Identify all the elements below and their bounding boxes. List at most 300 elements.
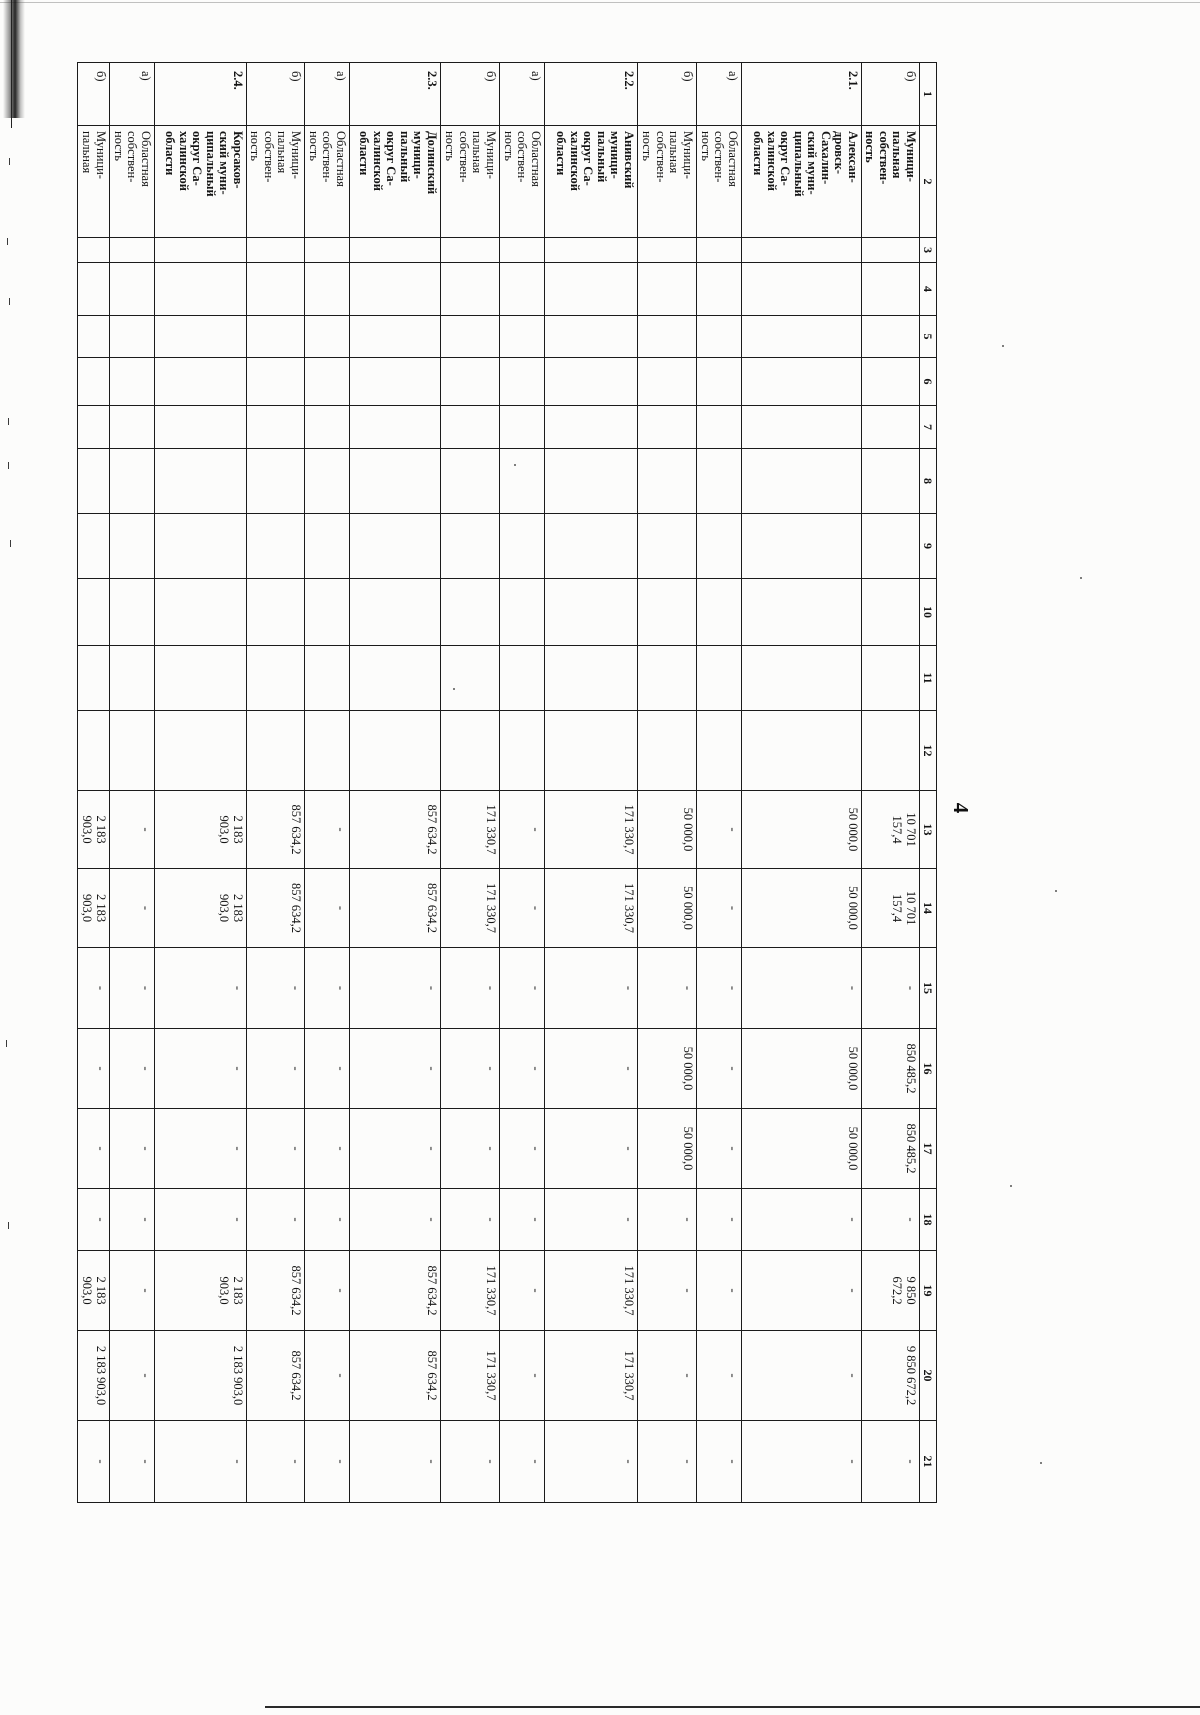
value-cell-col-20: 171 330,7: [441, 1331, 500, 1421]
empty-cell-col-10: [441, 579, 500, 646]
value-cell-col-18: -: [697, 1189, 742, 1251]
empty-cell-col-10: [305, 579, 350, 646]
empty-cell-col-5: [441, 316, 500, 358]
empty-cell-col-11: [697, 646, 742, 711]
empty-cell-col-9: [862, 514, 920, 579]
column-number-17: 17: [920, 1109, 937, 1189]
row-item-name: Муници- пальная собствен- ность: [638, 126, 697, 238]
empty-cell-col-12: [742, 711, 862, 791]
value-cell-col-16: -: [78, 1029, 110, 1109]
empty-cell-col-4: [78, 263, 110, 316]
scan-tick-artifact: [6, 1040, 7, 1047]
value-cell-col-18: -: [155, 1189, 247, 1251]
empty-cell-col-10: [697, 579, 742, 646]
empty-cell-col-12: [155, 711, 247, 791]
scan-edge-artifact: [3, 0, 25, 118]
row-item-number: б): [78, 63, 110, 126]
table-row: [862, 63, 920, 1503]
value-cell-col-18: -: [247, 1189, 305, 1251]
value-cell-col-21: -: [350, 1421, 441, 1503]
row-item-name: Областная собствен- ность: [697, 126, 742, 238]
value-cell-col-14: 171 330,7: [441, 869, 500, 948]
empty-cell-col-3: [441, 238, 500, 263]
empty-cell-col-7: [862, 406, 920, 449]
value-cell-col-17: -: [110, 1109, 155, 1189]
empty-cell-col-9: [350, 514, 441, 579]
scan-speck: [1055, 890, 1057, 892]
value-cell-col-17: 850 485,2: [862, 1109, 920, 1189]
value-cell-col-16: 50 000,0: [638, 1029, 697, 1109]
row-item-name: Муници- пальная собствен- ность: [247, 126, 305, 238]
empty-cell-col-5: [545, 316, 638, 358]
value-cell-col-19: 857 634,2: [350, 1251, 441, 1331]
empty-cell-col-12: [78, 711, 110, 791]
value-cell-col-13: 171 330,7: [545, 791, 638, 869]
scan-speck: [1002, 345, 1004, 347]
empty-cell-col-4: [441, 263, 500, 316]
empty-cell-col-5: [110, 316, 155, 358]
value-cell-col-20: -: [742, 1331, 862, 1421]
empty-cell-col-4: [862, 263, 920, 316]
empty-cell-col-8: [697, 449, 742, 514]
scan-tick-artifact: [8, 418, 9, 425]
value-cell-col-13: 857 634,2: [350, 791, 441, 869]
empty-cell-col-9: [545, 514, 638, 579]
value-cell-col-18: -: [500, 1189, 545, 1251]
column-number-15: 15: [920, 948, 937, 1029]
empty-cell-col-8: [862, 449, 920, 514]
value-cell-col-14: -: [697, 869, 742, 948]
empty-cell-col-8: [350, 449, 441, 514]
value-cell-col-16: -: [350, 1029, 441, 1109]
empty-cell-col-12: [638, 711, 697, 791]
value-cell-col-16: 850 485,2: [862, 1029, 920, 1109]
value-cell-col-13: 171 330,7: [441, 791, 500, 869]
row-item-name: Анивский муници- пальный округ Са- халинской области: [545, 126, 638, 238]
column-number-16: 16: [920, 1029, 937, 1109]
empty-cell-col-7: [545, 406, 638, 449]
value-cell-col-14: 10 701 157,4: [862, 869, 920, 948]
table-body: [78, 63, 937, 1503]
value-cell-col-19: -: [500, 1251, 545, 1331]
empty-cell-col-10: [155, 579, 247, 646]
column-number-13: 13: [920, 791, 937, 869]
column-number-1: 1: [920, 63, 937, 126]
column-number-3: 3: [920, 238, 937, 263]
column-number-19: 19: [920, 1251, 937, 1331]
table-row: [350, 63, 441, 1503]
row-item-name: Областная собствен- ность: [110, 126, 155, 238]
empty-cell-col-5: [500, 316, 545, 358]
value-cell-col-21: -: [545, 1421, 638, 1503]
row-item-number: б): [638, 63, 697, 126]
value-cell-col-15: -: [500, 948, 545, 1029]
empty-cell-col-12: [545, 711, 638, 791]
value-cell-col-20: -: [697, 1331, 742, 1421]
row-item-number: 2.3.: [350, 63, 441, 126]
value-cell-col-16: 50 000,0: [742, 1029, 862, 1109]
row-item-name: Муници- пальная: [78, 126, 110, 238]
empty-cell-col-12: [247, 711, 305, 791]
empty-cell-col-7: [247, 406, 305, 449]
page-number: 4: [949, 802, 973, 814]
row-item-number: б): [247, 63, 305, 126]
empty-cell-col-11: [247, 646, 305, 711]
row-item-name: Корсаков- ский муни- ципальный округ Са- халинской области: [155, 126, 247, 238]
empty-cell-col-11: [638, 646, 697, 711]
value-cell-col-14: -: [500, 869, 545, 948]
empty-cell-col-6: [350, 358, 441, 406]
empty-cell-col-8: [638, 449, 697, 514]
value-cell-col-20: -: [500, 1331, 545, 1421]
empty-cell-col-6: [638, 358, 697, 406]
row-item-number: 2.1.: [742, 63, 862, 126]
empty-cell-col-6: [862, 358, 920, 406]
empty-cell-col-6: [500, 358, 545, 406]
empty-cell-col-3: [305, 238, 350, 263]
empty-cell-col-8: [247, 449, 305, 514]
scan-edge-line: [11, 0, 12, 128]
empty-cell-col-4: [350, 263, 441, 316]
value-cell-col-17: -: [500, 1109, 545, 1189]
value-cell-col-18: -: [350, 1189, 441, 1251]
empty-cell-col-11: [350, 646, 441, 711]
value-cell-col-19: 2 183 903,0: [78, 1251, 110, 1331]
empty-cell-col-11: [742, 646, 862, 711]
value-cell-col-19: 171 330,7: [441, 1251, 500, 1331]
empty-cell-col-6: [247, 358, 305, 406]
empty-cell-col-3: [247, 238, 305, 263]
empty-cell-col-7: [638, 406, 697, 449]
empty-cell-col-10: [742, 579, 862, 646]
empty-cell-col-8: [305, 449, 350, 514]
value-cell-col-19: -: [742, 1251, 862, 1331]
empty-cell-col-3: [110, 238, 155, 263]
empty-cell-col-3: [862, 238, 920, 263]
scan-speck: [1080, 577, 1082, 579]
empty-cell-col-11: [110, 646, 155, 711]
value-cell-col-14: 857 634,2: [350, 869, 441, 948]
empty-cell-col-3: [697, 238, 742, 263]
value-cell-col-13: 50 000,0: [638, 791, 697, 869]
value-cell-col-17: -: [441, 1109, 500, 1189]
empty-cell-col-9: [742, 514, 862, 579]
value-cell-col-13: 2 183 903,0: [78, 791, 110, 869]
scan-tick-artifact: [8, 1222, 9, 1229]
empty-cell-col-11: [441, 646, 500, 711]
column-number-6: 6: [920, 358, 937, 406]
column-number-18: 18: [920, 1189, 937, 1251]
scan-tick-artifact: [10, 540, 11, 547]
empty-cell-col-8: [110, 449, 155, 514]
value-cell-col-15: -: [350, 948, 441, 1029]
empty-cell-col-11: [545, 646, 638, 711]
empty-cell-col-9: [110, 514, 155, 579]
empty-cell-col-4: [545, 263, 638, 316]
column-number-21: 21: [920, 1421, 937, 1503]
value-cell-col-21: -: [500, 1421, 545, 1503]
value-cell-col-13: -: [500, 791, 545, 869]
empty-cell-col-5: [247, 316, 305, 358]
empty-cell-col-10: [78, 579, 110, 646]
value-cell-col-15: -: [78, 948, 110, 1029]
row-item-name: Алексан- дровск- Сахалин- ский муни- ципальный округ Са- халинской области: [742, 126, 862, 238]
empty-cell-col-5: [638, 316, 697, 358]
column-number-9: 9: [920, 514, 937, 579]
empty-cell-col-9: [78, 514, 110, 579]
empty-cell-col-9: [638, 514, 697, 579]
table-row: [638, 63, 697, 1503]
empty-cell-col-8: [500, 449, 545, 514]
value-cell-col-18: -: [862, 1189, 920, 1251]
value-cell-col-13: 50 000,0: [742, 791, 862, 869]
empty-cell-col-8: [441, 449, 500, 514]
value-cell-col-13: -: [110, 791, 155, 869]
value-cell-col-14: 2 183 903,0: [78, 869, 110, 948]
value-cell-col-15: -: [638, 948, 697, 1029]
value-cell-col-17: 50 000,0: [638, 1109, 697, 1189]
table-row: [110, 63, 155, 1503]
empty-cell-col-4: [155, 263, 247, 316]
row-item-number: 2.4.: [155, 63, 247, 126]
value-cell-col-14: 171 330,7: [545, 869, 638, 948]
table-row: [441, 63, 500, 1503]
empty-cell-col-11: [78, 646, 110, 711]
table-row: [500, 63, 545, 1503]
row-item-number: а): [500, 63, 545, 126]
empty-cell-col-4: [500, 263, 545, 316]
empty-cell-col-12: [697, 711, 742, 791]
value-cell-col-21: -: [697, 1421, 742, 1503]
value-cell-col-16: -: [247, 1029, 305, 1109]
value-cell-col-21: -: [78, 1421, 110, 1503]
empty-cell-col-3: [500, 238, 545, 263]
value-cell-col-20: 857 634,2: [350, 1331, 441, 1421]
value-cell-col-17: -: [697, 1109, 742, 1189]
empty-cell-col-3: [638, 238, 697, 263]
empty-cell-col-5: [305, 316, 350, 358]
value-cell-col-14: 50 000,0: [742, 869, 862, 948]
value-cell-col-17: -: [247, 1109, 305, 1189]
empty-cell-col-7: [742, 406, 862, 449]
value-cell-col-19: 171 330,7: [545, 1251, 638, 1331]
empty-cell-col-6: [545, 358, 638, 406]
value-cell-col-13: 2 183 903,0: [155, 791, 247, 869]
value-cell-col-19: -: [110, 1251, 155, 1331]
scan-tick-artifact: [7, 238, 8, 245]
empty-cell-col-6: [697, 358, 742, 406]
value-cell-col-17: -: [545, 1109, 638, 1189]
value-cell-col-16: -: [441, 1029, 500, 1109]
empty-cell-col-4: [697, 263, 742, 316]
empty-cell-col-9: [305, 514, 350, 579]
value-cell-col-19: -: [697, 1251, 742, 1331]
empty-cell-col-5: [742, 316, 862, 358]
value-cell-col-19: 9 850 672,2: [862, 1251, 920, 1331]
empty-cell-col-7: [500, 406, 545, 449]
value-cell-col-15: -: [697, 948, 742, 1029]
empty-cell-col-9: [697, 514, 742, 579]
value-cell-col-20: -: [110, 1331, 155, 1421]
empty-cell-col-5: [350, 316, 441, 358]
value-cell-col-13: 857 634,2: [247, 791, 305, 869]
empty-cell-col-4: [305, 263, 350, 316]
value-cell-col-14: 857 634,2: [247, 869, 305, 948]
row-item-name: Долинский муници- пальный округ Са- халинской области: [350, 126, 441, 238]
value-cell-col-15: -: [742, 948, 862, 1029]
row-item-number: 2.2.: [545, 63, 638, 126]
rotated-table-sheet: [78, 62, 983, 1502]
value-cell-col-14: -: [110, 869, 155, 948]
value-cell-col-20: 857 634,2: [247, 1331, 305, 1421]
value-cell-col-21: -: [305, 1421, 350, 1503]
value-cell-col-20: -: [638, 1331, 697, 1421]
empty-cell-col-7: [441, 406, 500, 449]
value-cell-col-16: -: [500, 1029, 545, 1109]
scan-speck: [1040, 1462, 1042, 1464]
row-item-name: Муници- пальная собствен- ность: [441, 126, 500, 238]
empty-cell-col-5: [862, 316, 920, 358]
empty-cell-col-9: [247, 514, 305, 579]
empty-cell-col-6: [78, 358, 110, 406]
value-cell-col-21: -: [110, 1421, 155, 1503]
empty-cell-col-11: [155, 646, 247, 711]
column-number-12: 12: [920, 711, 937, 791]
value-cell-col-21: -: [862, 1421, 920, 1503]
value-cell-col-20: -: [305, 1331, 350, 1421]
value-cell-col-13: 10 701 157,4: [862, 791, 920, 869]
value-cell-col-18: -: [305, 1189, 350, 1251]
empty-cell-col-10: [862, 579, 920, 646]
empty-cell-col-10: [247, 579, 305, 646]
column-number-row: [920, 63, 937, 1503]
empty-cell-col-9: [500, 514, 545, 579]
empty-cell-col-7: [155, 406, 247, 449]
column-number-20: 20: [920, 1331, 937, 1421]
column-number-4: 4: [920, 263, 937, 316]
empty-cell-col-10: [638, 579, 697, 646]
value-cell-col-17: -: [305, 1109, 350, 1189]
column-number-10: 10: [920, 579, 937, 646]
value-cell-col-17: -: [78, 1109, 110, 1189]
value-cell-col-18: -: [742, 1189, 862, 1251]
empty-cell-col-12: [500, 711, 545, 791]
value-cell-col-13: -: [305, 791, 350, 869]
column-number-7: 7: [920, 406, 937, 449]
row-item-number: а): [110, 63, 155, 126]
column-number-2: 2: [920, 126, 937, 238]
value-cell-col-16: -: [697, 1029, 742, 1109]
empty-cell-col-3: [742, 238, 862, 263]
value-cell-col-17: -: [155, 1109, 247, 1189]
empty-cell-col-8: [78, 449, 110, 514]
value-cell-col-20: 171 330,7: [545, 1331, 638, 1421]
scan-bottom-edge-line: [265, 1706, 1200, 1708]
empty-cell-col-5: [78, 316, 110, 358]
value-cell-col-15: -: [110, 948, 155, 1029]
value-cell-col-19: 857 634,2: [247, 1251, 305, 1331]
value-cell-col-20: 2 183 903,0: [155, 1331, 247, 1421]
value-cell-col-15: -: [155, 948, 247, 1029]
empty-cell-col-7: [78, 406, 110, 449]
empty-cell-col-3: [78, 238, 110, 263]
value-cell-col-15: -: [862, 948, 920, 1029]
value-cell-col-18: -: [441, 1189, 500, 1251]
table-row: [78, 63, 110, 1503]
empty-cell-col-6: [742, 358, 862, 406]
empty-cell-col-9: [155, 514, 247, 579]
empty-cell-col-4: [638, 263, 697, 316]
empty-cell-col-9: [441, 514, 500, 579]
empty-cell-col-12: [305, 711, 350, 791]
column-number-5: 5: [920, 316, 937, 358]
row-item-name: Муници- пальная собствен- ность: [862, 126, 920, 238]
value-cell-col-21: -: [155, 1421, 247, 1503]
value-cell-col-15: -: [247, 948, 305, 1029]
value-cell-col-16: -: [155, 1029, 247, 1109]
empty-cell-col-11: [305, 646, 350, 711]
empty-cell-col-3: [545, 238, 638, 263]
empty-cell-col-10: [110, 579, 155, 646]
empty-cell-col-8: [742, 449, 862, 514]
table-row: [697, 63, 742, 1503]
empty-cell-col-10: [350, 579, 441, 646]
empty-cell-col-12: [110, 711, 155, 791]
value-cell-col-17: 50 000,0: [742, 1109, 862, 1189]
value-cell-col-16: -: [545, 1029, 638, 1109]
value-cell-col-20: 2 183 903,0: [78, 1331, 110, 1421]
value-cell-col-15: -: [545, 948, 638, 1029]
value-cell-col-15: -: [305, 948, 350, 1029]
empty-cell-col-11: [862, 646, 920, 711]
value-cell-col-21: -: [638, 1421, 697, 1503]
empty-cell-col-3: [155, 238, 247, 263]
empty-cell-col-4: [742, 263, 862, 316]
column-number-11: 11: [920, 646, 937, 711]
value-cell-col-14: -: [305, 869, 350, 948]
row-item-number: б): [441, 63, 500, 126]
value-cell-col-19: 2 183 903,0: [155, 1251, 247, 1331]
value-cell-col-13: -: [697, 791, 742, 869]
table-row: [545, 63, 638, 1503]
empty-cell-col-10: [545, 579, 638, 646]
value-cell-col-21: -: [742, 1421, 862, 1503]
empty-cell-col-12: [441, 711, 500, 791]
value-cell-col-16: -: [110, 1029, 155, 1109]
scan-top-edge-line: [0, 2, 1200, 3]
empty-cell-col-10: [500, 579, 545, 646]
row-item-number: а): [697, 63, 742, 126]
empty-cell-col-11: [500, 646, 545, 711]
value-cell-col-18: -: [78, 1189, 110, 1251]
empty-cell-col-6: [155, 358, 247, 406]
empty-cell-col-4: [247, 263, 305, 316]
empty-cell-col-7: [350, 406, 441, 449]
column-number-8: 8: [920, 449, 937, 514]
value-cell-col-18: -: [545, 1189, 638, 1251]
value-cell-col-17: -: [350, 1109, 441, 1189]
value-cell-col-20: 9 850 672,2: [862, 1331, 920, 1421]
empty-cell-col-12: [862, 711, 920, 791]
empty-cell-col-8: [155, 449, 247, 514]
table-row: [742, 63, 862, 1503]
table-row: [247, 63, 305, 1503]
empty-cell-col-7: [697, 406, 742, 449]
funding-table: [77, 62, 937, 1503]
value-cell-col-15: -: [441, 948, 500, 1029]
value-cell-col-18: -: [638, 1189, 697, 1251]
table-row: [155, 63, 247, 1503]
